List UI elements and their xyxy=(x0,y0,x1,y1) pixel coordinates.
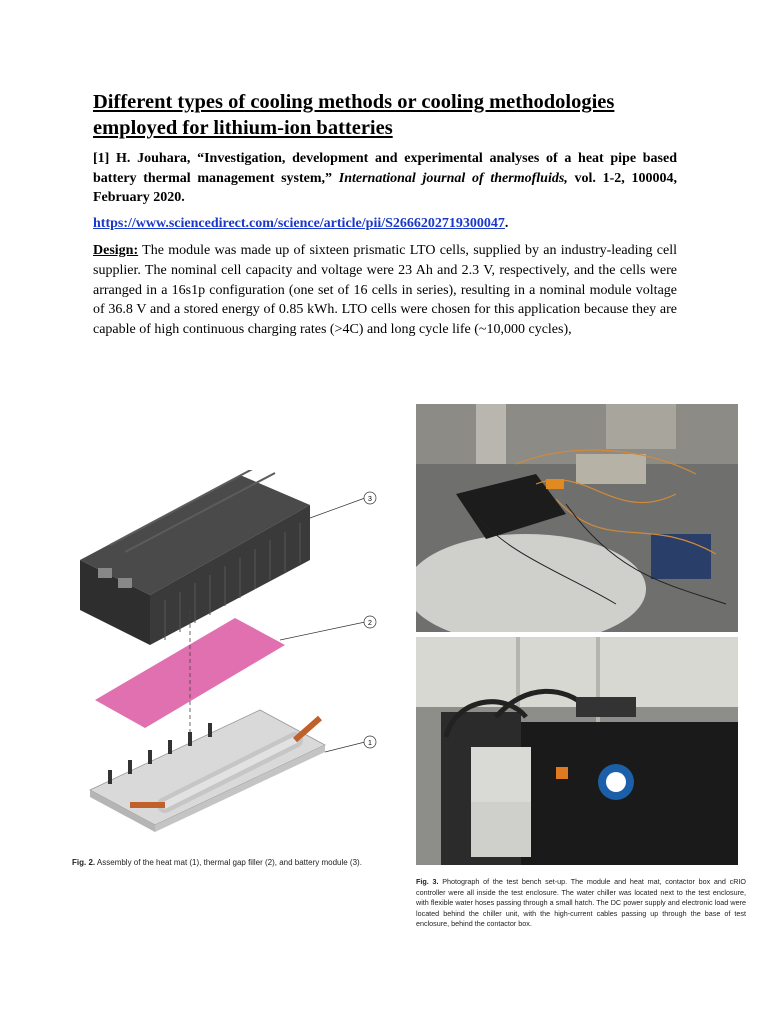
reference-authors-title: H. Jouhara, “Investigation, development and experimental analyses of a heat pipe based battery thermal management system,” xyxy=(93,151,677,186)
reference-link-line xyxy=(93,214,693,233)
reference-details: vol. 1-2, 100004, February 2020. xyxy=(93,170,677,205)
battery-module-graphic xyxy=(80,470,310,645)
figure-2-caption xyxy=(72,858,402,867)
reference-journal: International journal of thermofluids, xyxy=(338,170,568,186)
reference-url-suffix: . xyxy=(504,216,509,231)
figure-2-drawing xyxy=(70,470,392,820)
reference-number: [1] xyxy=(93,151,110,166)
callout-3: 3 xyxy=(368,496,372,503)
test-bench-photo-bottom-graphic xyxy=(416,637,738,865)
heat-mat-graphic xyxy=(90,710,325,832)
design-paragraph xyxy=(93,241,677,340)
figure-3-caption-text: Photograph of the test bench set-up. The module and heat mat, contactor box and cRIO controller were all inside the test enclosure. The water chiller was located next to the test enclosure, with flexible water hoses passing through a small hatch. The DC power supply and electronic load were located behind the chiller unit, with the high-current cables passing up through the base of test enclosure, behind the contactor box. xyxy=(416,877,746,928)
design-text: The module was made up of sixteen prismatic LTO cells, supplied by an industry-leading cell supplier. The nominal cell capacity and voltage were 23 Ah and 2.3 V, respectively, and the cells were arranged in a 16s1p configuration (one set of 16 cells in series), resulting in a nominal module voltage of 36.8 V and a stored energy of 0.85 kWh. LTO cells were chosen for this application because they are capable of high continuous charging rates (>4C) and long cycle life (~10,000 cycles), xyxy=(93,243,677,338)
figure-3-caption xyxy=(416,877,746,930)
design-label: Design: xyxy=(93,243,139,258)
reference-citation xyxy=(93,149,677,208)
callout-1: 1 xyxy=(368,740,372,747)
figure-2-caption-text: Assembly of the heat mat (1), thermal gap filler (2), and battery module (3). xyxy=(96,858,362,867)
page-title: Different types of cooling methods or cooling methodologies employed for lithium-ion batteries xyxy=(93,91,615,139)
figure-3-caption-label: Fig. 3. xyxy=(416,877,439,886)
callout-2: 2 xyxy=(368,620,372,627)
test-bench-photo-bottom xyxy=(416,637,738,865)
figure-2-caption-label: Fig. 2. xyxy=(72,858,96,867)
test-bench-photo-top xyxy=(416,404,738,632)
test-bench-photo-top-graphic xyxy=(416,404,738,632)
assembly-illustration xyxy=(70,470,392,840)
reference-url-link[interactable]: https://www.sciencedirect.com/science/article/pii/S2666202719300047 xyxy=(93,216,505,231)
